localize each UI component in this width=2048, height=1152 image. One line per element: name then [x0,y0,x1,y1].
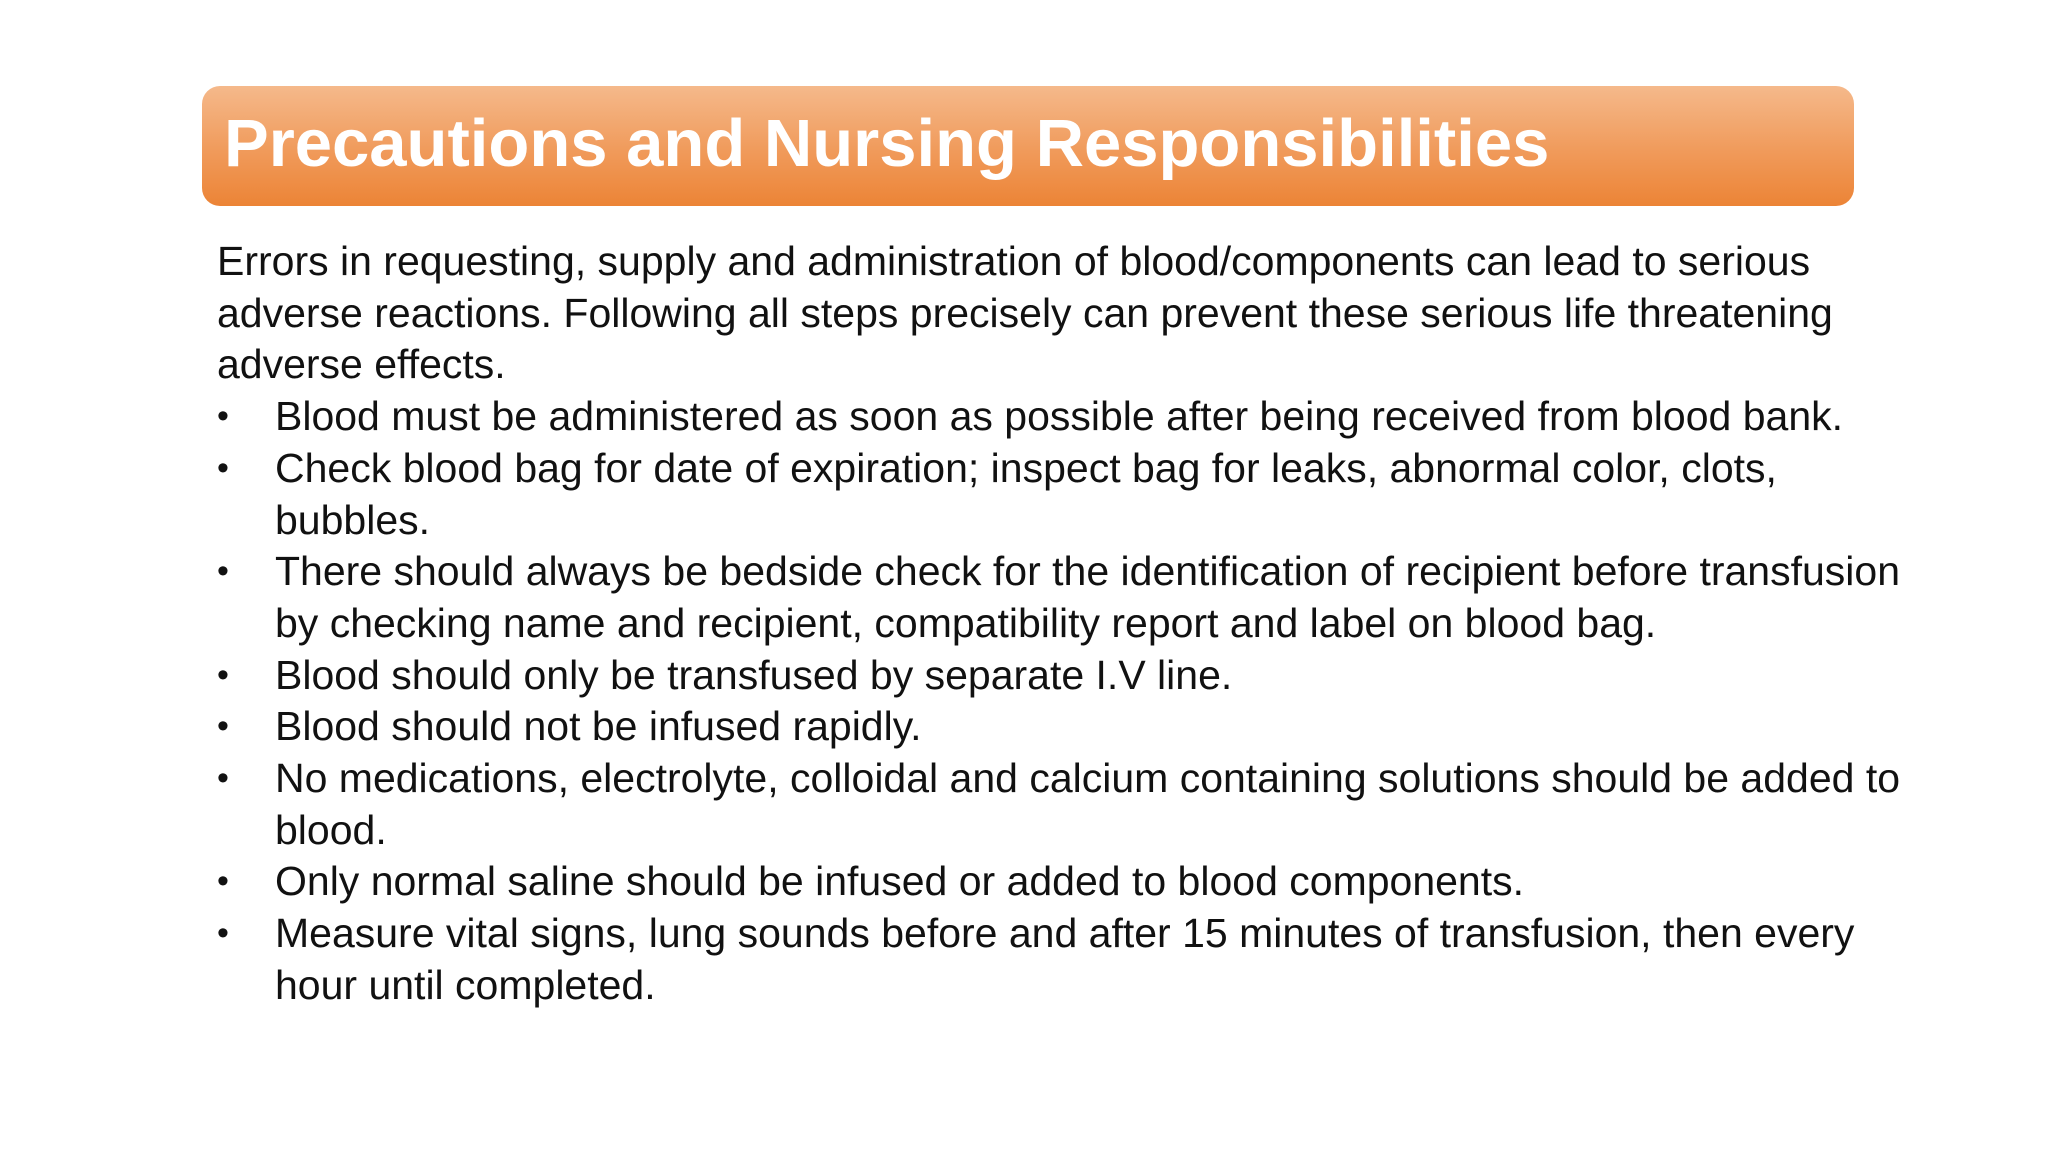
bullet-item [217,443,1927,546]
bullet-icon: • [217,759,229,798]
intro-paragraph: Errors in requesting, supply and administration of blood/components can lead to serious adverse reactions. Following all steps precisely can prevent these serious life threatening adverse effects. [217,238,1833,388]
bullet-icon: • [217,914,229,953]
bullet-item [217,546,1927,649]
bullet-text: Only normal saline should be infused or added to blood components. [275,858,1525,905]
bullet-item [217,753,1927,856]
bullet-icon: • [217,552,229,591]
title-banner [202,86,1854,206]
bullet-text: No medications, electrolyte, colloidal and calcium containing solutions should be added to blood. [275,755,1901,853]
bullet-icon: • [217,862,229,901]
bullet-text: Check blood bag for date of expiration; inspect bag for leaks, abnormal color, clots, bubbles. [275,444,1777,543]
bullet-text: Blood should only be transfused by separate I.V line. [275,651,1233,698]
bullet-item [217,856,1927,908]
bullet-text: Measure vital signs, lung sounds before and after 15 minutes of transfusion, then every hour until completed. [275,910,1855,1008]
slide-title: Precautions and Nursing Responsibilities [224,106,1550,181]
bullet-icon: • [217,397,229,436]
bullet-text: There should always be bedside check for the identification of recipient before transfusion by checking name and recipient, compatibility report and label on blood bag. [275,548,1901,646]
bullet-icon: • [217,707,229,746]
bullet-text: Blood must be administered as soon as possible after being received from blood bank. [275,393,1844,440]
bullet-list [217,391,1927,1011]
bullet-icon: • [217,448,229,487]
bullet-item [217,391,1927,443]
bullet-item [217,908,1927,1011]
bullet-item [217,650,1927,702]
bullet-item [217,701,1927,753]
slide-content [217,236,1927,1012]
bullet-text: Blood should not be infused rapidly. [275,703,922,750]
bullet-icon: • [217,655,229,694]
